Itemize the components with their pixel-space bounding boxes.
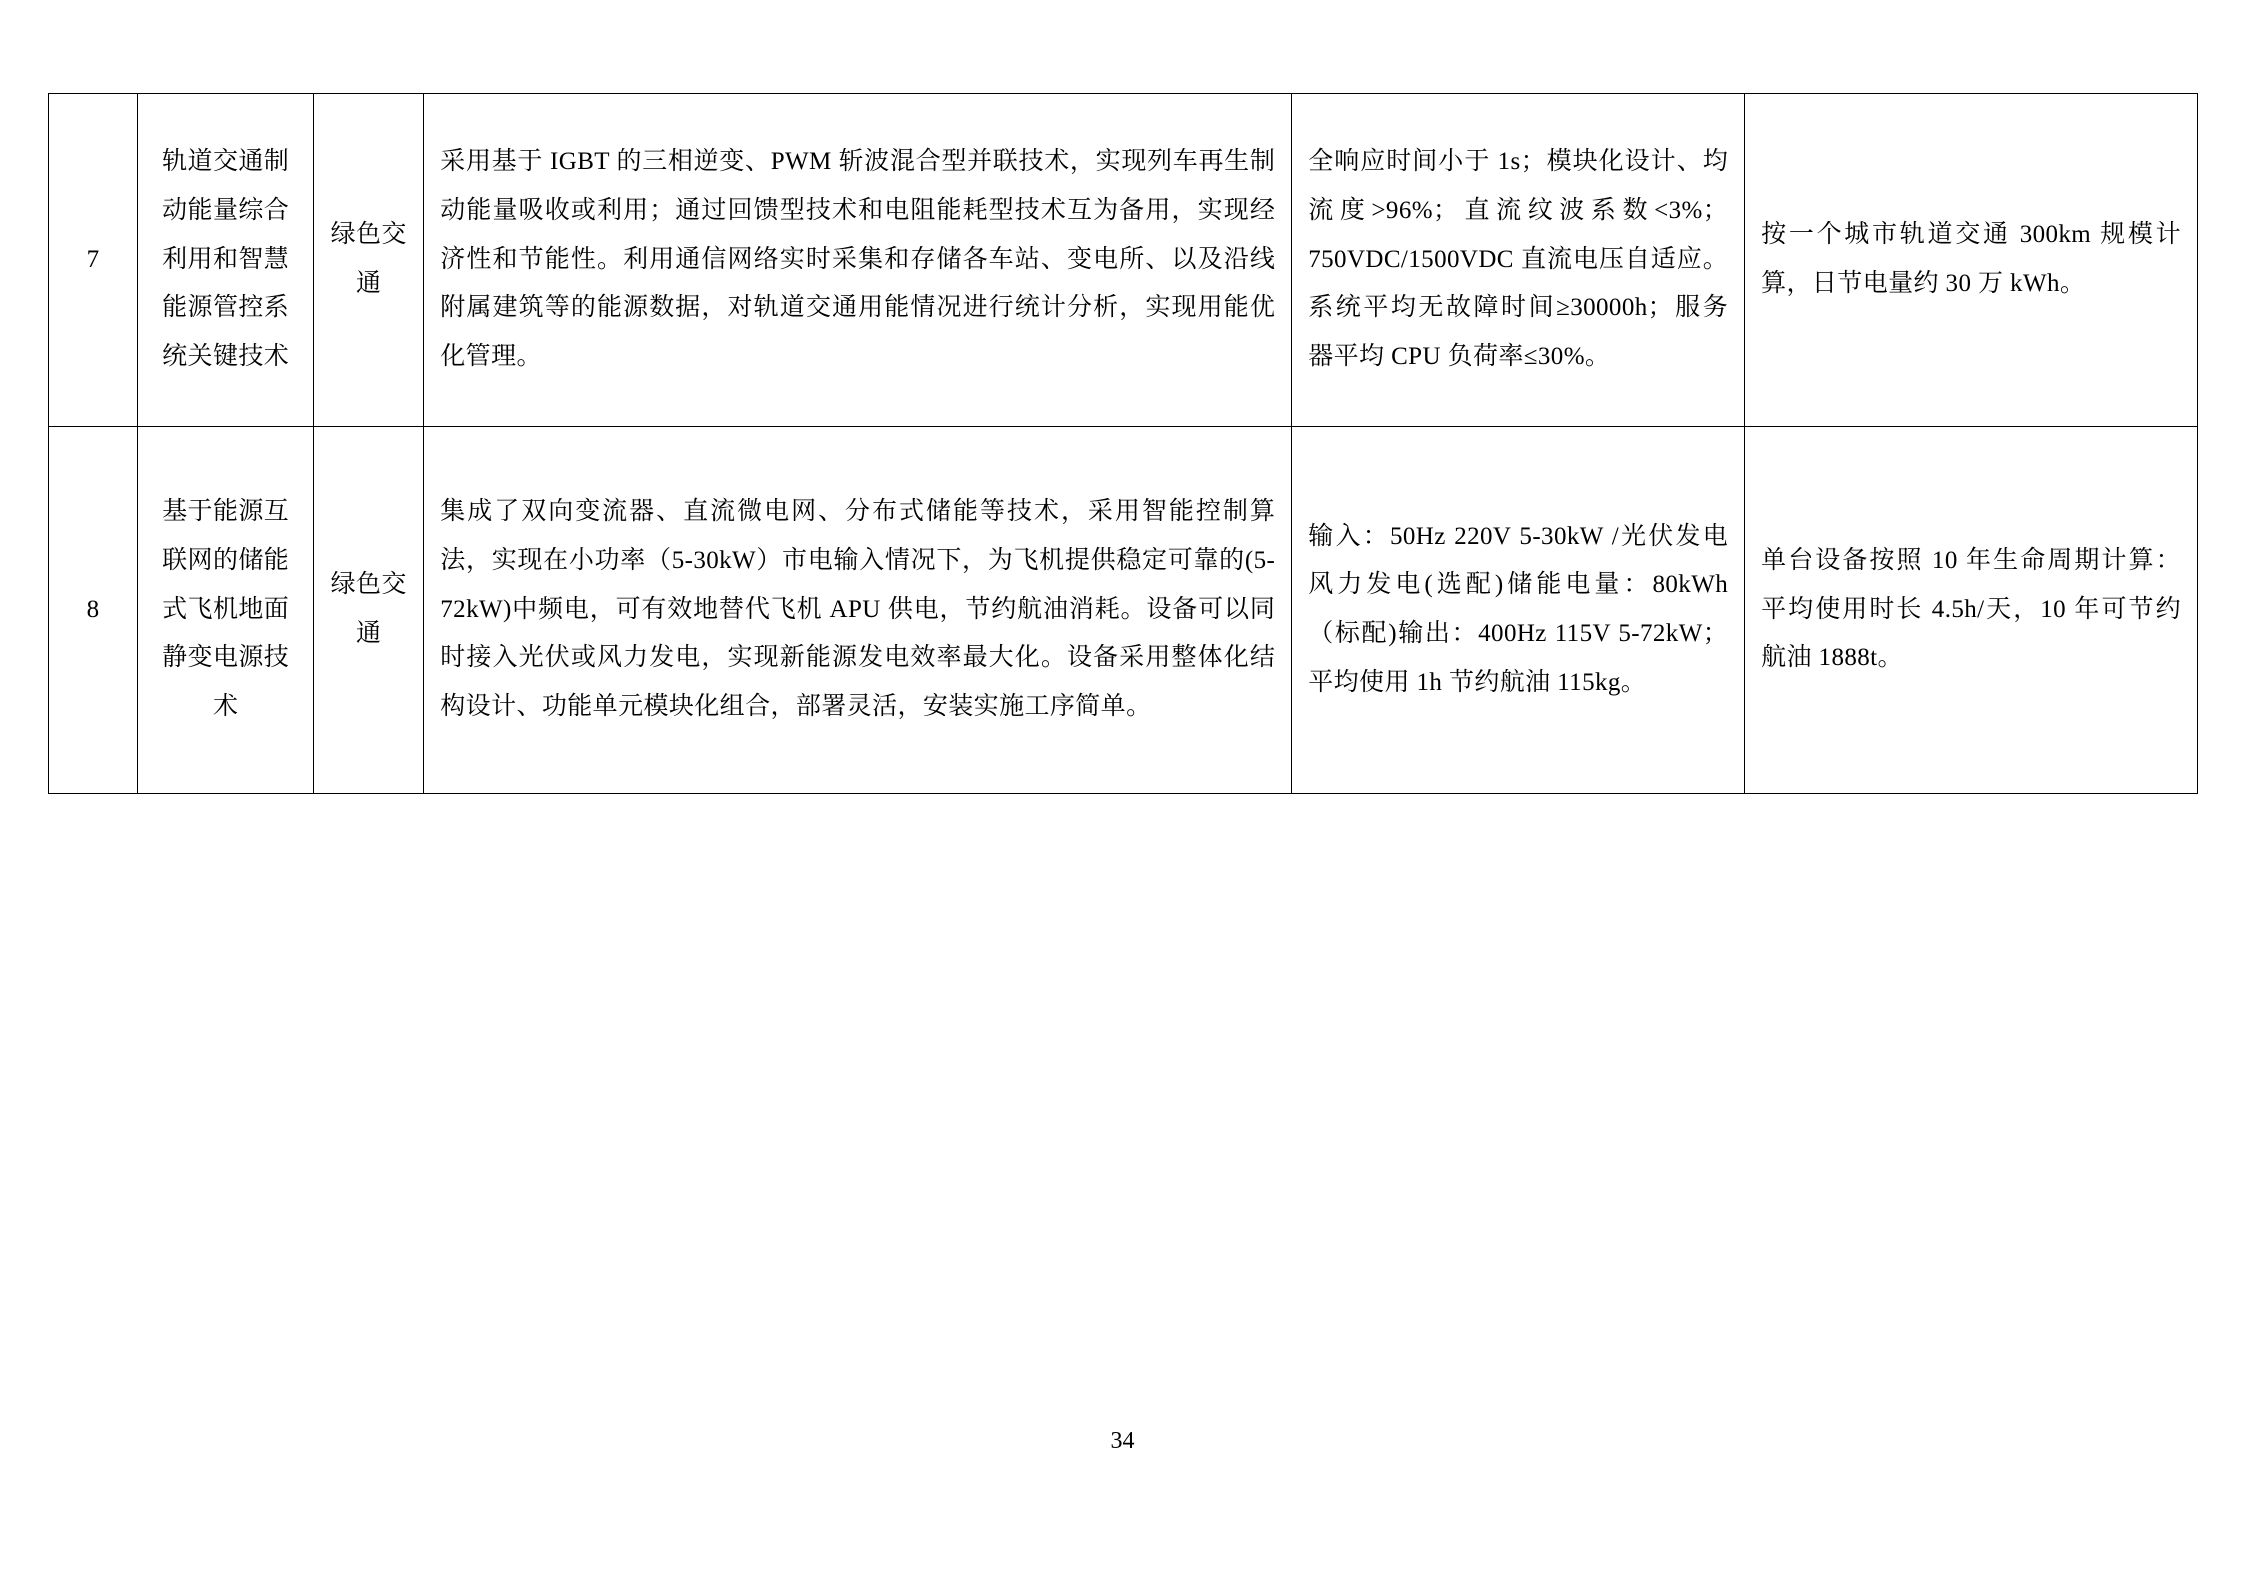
- table-row: [49, 427, 2198, 794]
- cell-index: 7: [49, 94, 138, 427]
- cell-index: 8: [49, 427, 138, 794]
- table: [48, 93, 2198, 794]
- cell-technology-name: 基于能源互联网的储能式飞机地面静变电源技术: [138, 427, 314, 794]
- cell-category: 绿色交通: [314, 427, 424, 794]
- cell-benefit: 单台设备按照 10 年生命周期计算：平均使用时长 4.5h/天，10 年可节约航油 1888t。: [1745, 427, 2198, 794]
- cell-specification: 输入：50Hz 220V 5-30kW /光伏发电风力发电(选配)储能电量：80kWh（标配)输出：400Hz 115V 5-72kW；平均使用 1h 节约航油 115kg。: [1292, 427, 1745, 794]
- technology-catalog-table: [48, 93, 2198, 794]
- cell-technology-name: 轨道交通制动能量综合利用和智慧能源管控系统关键技术: [138, 94, 314, 427]
- page-number: 34: [1110, 1428, 1135, 1454]
- cell-benefit: 按一个城市轨道交通 300km 规模计算，日节电量约 30 万 kWh。: [1745, 94, 2198, 427]
- cell-description: 集成了双向变流器、直流微电网、分布式储能等技术，采用智能控制算法，实现在小功率（5-30kW）市电输入情况下，为飞机提供稳定可靠的(5-72kW)中频电，可有效地替代飞机 APU 供电，节约航油消耗。设备可以同时接入光伏或风力发电，实现新能源发电效率最大化。设备采用整体化结构设计、功能单元模块化组合，部署灵活，安装实施工序简单。: [424, 427, 1292, 794]
- cell-specification: 全响应时间小于 1s；模块化设计、均流度>96%；直流纹波系数<3%；750VDC/1500VDC 直流电压自适应。系统平均无故障时间≥30000h；服务器平均 CPU 负荷率≤30%。: [1292, 94, 1745, 427]
- cell-category: 绿色交通: [314, 94, 424, 427]
- table-row: [49, 94, 2198, 427]
- cell-description: 采用基于 IGBT 的三相逆变、PWM 斩波混合型并联技术，实现列车再生制动能量吸收或利用；通过回馈型技术和电阻能耗型技术互为备用，实现经济性和节能性。利用通信网络实时采集和存储各车站、变电所、以及沿线附属建筑等的能源数据，对轨道交通用能情况进行统计分析，实现用能优化管理。: [424, 94, 1292, 427]
